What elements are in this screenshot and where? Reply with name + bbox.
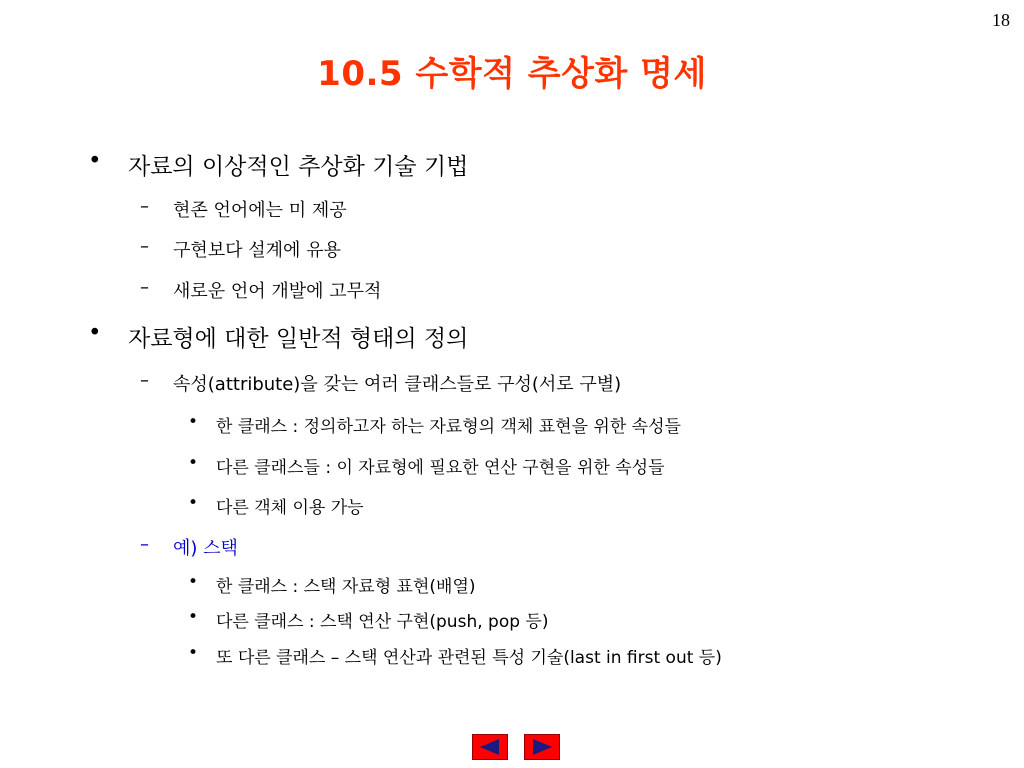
dash-marker: –: [140, 277, 149, 298]
bullet-text: 예) 스택: [173, 538, 238, 559]
bullet-marker: •: [188, 572, 199, 592]
dash-marker: –: [140, 534, 149, 555]
bullet-marker: •: [188, 493, 199, 513]
bullet-text: 구현보다 설계에 유용: [173, 240, 341, 261]
bullet-text: 자료형에 대한 일반적 형태의 정의: [128, 326, 469, 352]
dash-marker: –: [140, 370, 149, 391]
bullet-marker: •: [88, 148, 102, 174]
bullet-marker: •: [188, 607, 199, 627]
triangle-right-icon: [529, 738, 555, 756]
bullet-text: 다른 클래스들 : 이 자료형에 필요한 연산 구현을 위한 속성들: [216, 458, 665, 478]
bullet-marker: •: [188, 412, 199, 432]
page-number: 18: [992, 10, 1010, 30]
bullet-text: 현존 언어에는 미 제공: [173, 200, 347, 221]
bullet-text: 다른 객체 이용 가능: [216, 498, 364, 518]
dash-marker: –: [140, 196, 149, 217]
previous-slide-button[interactable]: [472, 734, 508, 760]
dash-marker: –: [140, 236, 149, 257]
bullet-marker: •: [88, 320, 102, 346]
bullet-marker: •: [188, 453, 199, 473]
bullet-text: 속성(attribute)을 갖는 여러 클래스들로 구성(서로 구별): [173, 374, 622, 395]
bullet-text: 한 클래스 : 스택 자료형 표현(배열): [216, 577, 476, 597]
next-slide-button[interactable]: [524, 734, 560, 760]
bullet-text: 자료의 이상적인 추상화 기술 기법: [128, 154, 469, 180]
triangle-left-icon: [477, 738, 503, 756]
slide-title: 10.5 수학적 추상화 명세: [317, 54, 707, 94]
bullet-text: 다른 클래스 : 스택 연산 구현(push, pop 등): [216, 612, 549, 632]
bullet-marker: •: [188, 643, 199, 663]
bullet-text: 또 다른 클래스 – 스택 연산과 관련된 특성 기술(last in first out 등): [216, 648, 722, 668]
bullet-text: 한 클래스 : 정의하고자 하는 자료형의 객체 표현을 위한 속성들: [216, 417, 681, 437]
bullet-text: 새로운 언어 개발에 고무적: [173, 281, 382, 302]
